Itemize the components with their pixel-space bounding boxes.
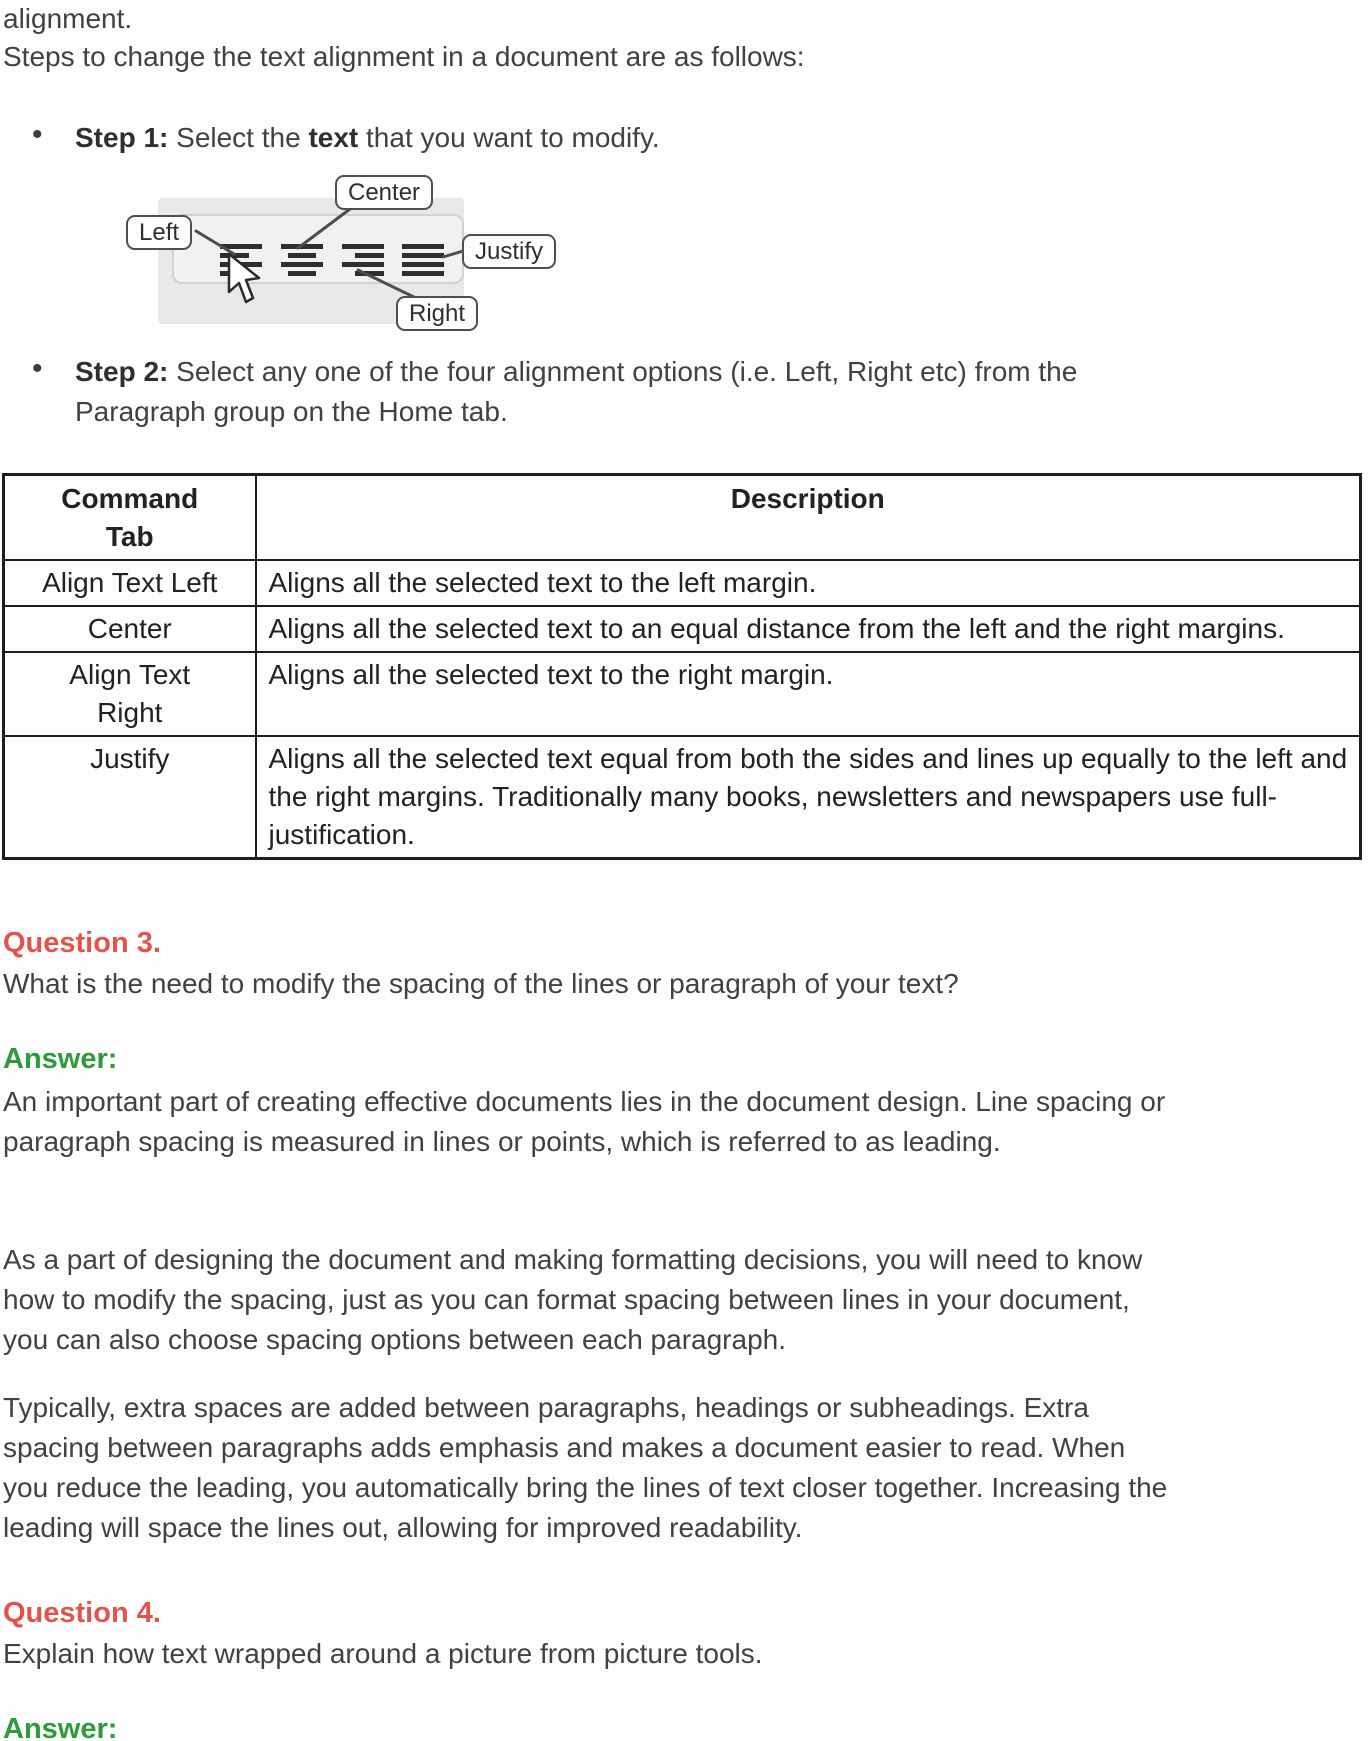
- bullet-icon: [32, 118, 75, 158]
- callout-left: Left: [126, 215, 192, 250]
- table-row: [4, 606, 1361, 652]
- description-cell: Aligns all the selected text to the right margin.: [256, 652, 1361, 736]
- table-header-description: Description: [256, 475, 1361, 561]
- step-2-pre: Select any one of the four alignment options (i.e. Left, Right etc) from the Paragraph group on the Home tab.: [75, 356, 1078, 427]
- step-1-pre: Select the: [168, 122, 309, 153]
- answer-3-heading: Answer:: [3, 1043, 118, 1075]
- step-1-item: [32, 118, 1142, 158]
- step-2-item: [32, 352, 1150, 432]
- question-3-heading: Question 3.: [3, 927, 161, 959]
- step-1-bold-word: text: [308, 122, 359, 153]
- description-cell: Aligns all the selected text to an equal distance from the left and the right margins.: [256, 606, 1361, 652]
- description-cell: Aligns all the selected text to the left margin.: [256, 560, 1361, 606]
- description-cell: Aligns all the selected text equal from both the sides and lines up equally to the left and the right margins. Traditionally many books, newsletters and newspapers use full-justification.: [256, 736, 1361, 859]
- command-cell: Align Text Left: [4, 560, 256, 606]
- intro-paragraph: [3, 0, 1173, 76]
- alignment-toolbar-figure: [100, 158, 582, 330]
- command-cell: Justify: [4, 736, 256, 859]
- question-4-text: Explain how text wrapped around a picture from picture tools.: [3, 1638, 763, 1669]
- table-header-command-tab: Command Tab: [4, 475, 256, 561]
- intro-line-2: Steps to change the text alignment in a document are as follows:: [3, 41, 805, 72]
- callout-center: Center: [335, 175, 433, 210]
- step-2-text: [75, 352, 1150, 432]
- table-header-row: [4, 475, 1361, 561]
- table-row: [4, 736, 1361, 859]
- bullet-icon: [32, 352, 75, 432]
- intro-line-1: alignment.: [3, 3, 133, 34]
- step-2-label: Step 2:: [75, 356, 169, 387]
- answer-4-heading: Answer:: [3, 1713, 118, 1741]
- cursor-icon: [226, 252, 262, 306]
- step-1-label: Step 1:: [75, 122, 169, 153]
- command-cell: Align Text Right: [4, 652, 256, 736]
- command-cell: Center: [4, 606, 256, 652]
- question-3-text: What is the need to modify the spacing of the lines or paragraph of your text?: [3, 968, 959, 999]
- callout-justify: Justify: [462, 234, 556, 269]
- alignment-commands-table: [2, 473, 1362, 860]
- table-row: [4, 560, 1361, 606]
- answer-3-paragraph-3: Typically, extra spaces are added between paragraphs, headings or subheadings. Extra spacing between paragraphs adds emphasis and makes a document easier to read. When you reduce the leading, you automatically bring the lines of text closer together. Increasing the leading will space the lines out, allowing for improved readability.: [3, 1392, 1168, 1543]
- question-4-heading: Question 4.: [3, 1597, 161, 1629]
- table-row: [4, 652, 1361, 736]
- step-1-post: that you want to modify.: [358, 122, 660, 153]
- answer-3-paragraph-1: An important part of creating effective documents lies in the document design. Line spacing or paragraph spacing is measured in lines or points, which is referred to as leading.: [3, 1086, 1166, 1157]
- answer-3-paragraph-2: As a part of designing the document and making formatting decisions, you will need to know how to modify the spacing, just as you can format spacing between lines in your document, you can also choose spacing options between each paragraph.: [3, 1244, 1143, 1355]
- callout-right: Right: [396, 296, 478, 331]
- step-1-text: [75, 118, 1142, 158]
